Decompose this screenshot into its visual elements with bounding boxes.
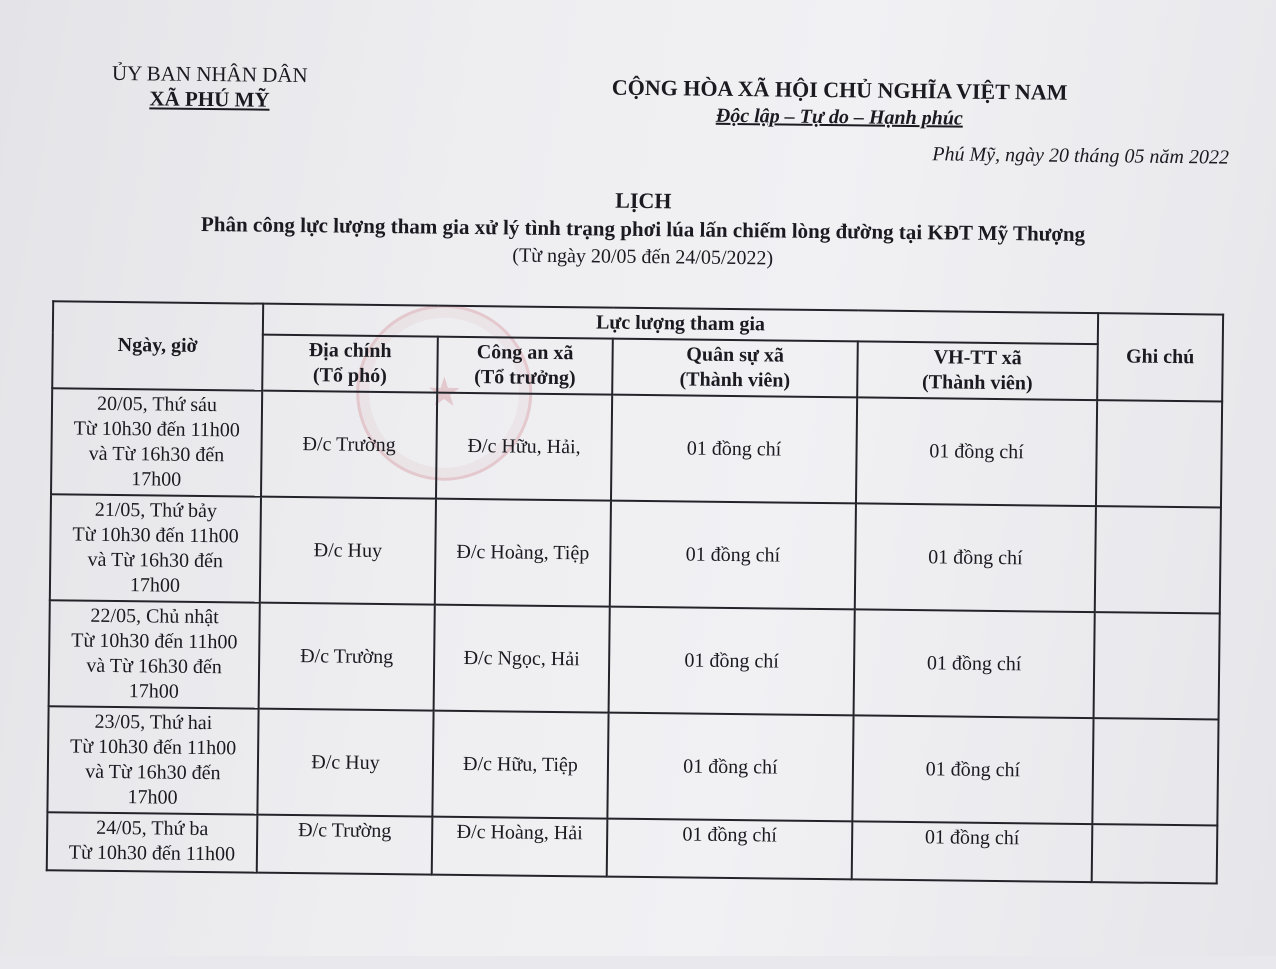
header-notes: Ghi chú (1097, 313, 1223, 401)
cell-date-time (47, 706, 258, 814)
subheader-name: Công an xã (476, 341, 574, 365)
issuing-authority (79, 61, 340, 114)
row-time-2: và Từ 16h30 đến (86, 654, 222, 679)
cell-quan-su: 01 đồng chí (607, 713, 853, 822)
table-row (50, 494, 1221, 613)
subheader-name: Quân sự xã (686, 343, 785, 367)
subheader-role: (Thành viên) (921, 371, 1033, 395)
row-day: 23/05, Thứ hai (94, 710, 213, 735)
doc-type: LỊCH (615, 187, 672, 214)
row-day: 21/05, Thứ bảy (94, 498, 218, 523)
row-day: 20/05, Thứ sáu (96, 392, 218, 417)
subheader-name: VH-TT xã (933, 346, 1022, 370)
cell-vhtt: 01 đồng chí (855, 503, 1096, 612)
national-motto: Độc lập – Tự do – Hạnh phúc (715, 104, 963, 130)
header-date-time: Ngày, giờ (52, 301, 263, 390)
doc-period: (Từ ngày 20/05 đến 24/05/2022) (512, 244, 774, 270)
seal-star-icon: ★ (426, 369, 463, 416)
cell-dia-chinh: Đ/c Huy (257, 709, 433, 817)
subheader-name: Địa chính (308, 339, 392, 363)
place-date: Phú Mỹ, ngày 20 tháng 05 năm 2022 (932, 143, 1230, 169)
subheader-cong-an (437, 337, 613, 395)
cell-cong-an: Đ/c Ngọc, Hải (434, 605, 610, 713)
row-time-3: 17h00 (129, 574, 181, 597)
cell-cong-an: Đ/c Hữu, Tiệp (432, 711, 608, 819)
cell-vhtt: 01 đồng chí (852, 715, 1093, 824)
authority-line-2: XÃ PHÚ MỸ (149, 86, 270, 112)
row-time-2: và Từ 16h30 đến (85, 760, 221, 785)
table-row (49, 600, 1220, 719)
row-time-1: Từ 10h30 đến 11h00 (73, 417, 240, 442)
row-time-1: Từ 10h30 đến 11h00 (71, 629, 238, 654)
row-time-1: Từ 10h30 đến 11h00 (68, 841, 236, 866)
authority-line-1: ỦY BAN NHÂN DÂN (111, 60, 308, 88)
cell-date-time (51, 388, 262, 496)
row-time-3: 17h00 (127, 786, 178, 809)
subheader-role: (Thành viên) (679, 368, 791, 392)
cell-dia-chinh: Đ/c Trường (257, 815, 433, 875)
header-participating-forces: Lực lượng tham gia (263, 304, 1098, 344)
cell-dia-chinh: Đ/c Huy (260, 497, 436, 605)
cell-quan-su: 01 đồng chí (607, 819, 853, 880)
nation-name: CỘNG HÒA XÃ HỘI CHỦ NGHĨA VIỆT NAM (611, 74, 1068, 105)
schedule-table (46, 300, 1224, 884)
row-time-3: 17h00 (131, 468, 182, 491)
national-header (559, 73, 1120, 133)
cell-quan-su: 01 đồng chí (609, 607, 855, 716)
subheader-vhtt (857, 341, 1098, 400)
cell-cong-an: Đ/c Hữu, Hải, (436, 393, 612, 501)
cell-note (1096, 400, 1222, 507)
cell-vhtt: 01 đồng chí (856, 397, 1097, 506)
cell-note (1094, 612, 1220, 719)
cell-note (1095, 506, 1221, 613)
document-title (158, 181, 1129, 276)
cell-dia-chinh: Đ/c Trường (261, 391, 437, 499)
row-day: 24/05, Thứ ba (96, 816, 209, 841)
cell-cong-an: Đ/c Hoàng, Hải (432, 817, 608, 877)
document-page (20, 55, 1230, 969)
row-time-1: Từ 10h30 đến 11h00 (72, 523, 239, 548)
cell-note (1092, 718, 1218, 825)
cell-vhtt: 01 đồng chí (854, 609, 1095, 718)
subheader-role: (Tổ phó) (312, 364, 387, 388)
cell-quan-su: 01 đồng chí (611, 395, 857, 504)
cell-date-time (47, 812, 258, 872)
row-time-1: Từ 10h30 đến 11h00 (69, 735, 237, 760)
cell-date-time (49, 600, 260, 708)
subheader-dia-chinh (262, 335, 438, 393)
cell-vhtt: 01 đồng chí (852, 821, 1093, 882)
cell-cong-an: Đ/c Hoàng, Tiệp (435, 499, 611, 607)
table-row (51, 388, 1222, 507)
row-time-2: và Từ 16h30 đến (88, 442, 225, 467)
doc-subject: Phân công lực lượng tham gia xử lý tình trạng phơi lúa lấn chiếm lòng đường tại KĐT Mỹ Thượng (200, 211, 1086, 246)
cell-dia-chinh: Đ/c Trường (259, 603, 435, 711)
row-time-2: và Từ 16h30 đến (87, 548, 224, 573)
table-row (47, 706, 1218, 825)
subheader-quan-su (612, 339, 858, 398)
cell-note (1092, 824, 1218, 883)
subheader-role: (Tổ trưởng) (474, 366, 576, 390)
row-day: 22/05, Chủ nhật (90, 604, 219, 629)
cell-quan-su: 01 đồng chí (610, 501, 856, 610)
table-row (47, 812, 1218, 883)
row-time-3: 17h00 (128, 680, 179, 703)
cell-date-time (50, 494, 261, 602)
